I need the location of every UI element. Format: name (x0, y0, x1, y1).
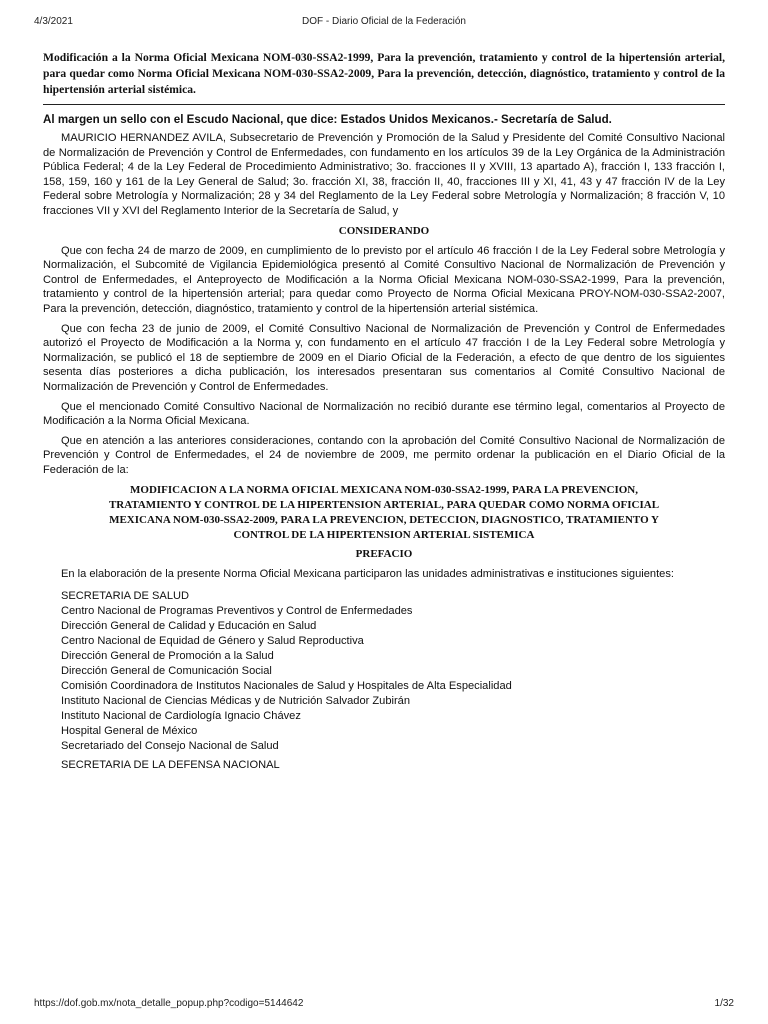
organization-item: Centro Nacional de Programas Preventivos y Control de Enfermedades (61, 605, 413, 618)
considerando-paragraph: Que con fecha 24 de marzo de 2009, en cumplimiento de lo previsto por el artículo 46 fracción I de la Ley Federal sobre Metrología y Normalización, el Subcomité de Vigilancia Epidemiológica presentó al Comité Consultivo Nacional de Normalización de Prevención y Control de Enfermedades, el Anteproyecto de Modificación a la Norma Oficial Mexicana NOM-030-SSA2-1999, Para la prevención, tratamiento y control de la hipertensión arterial; para quedar como Proyecto de Norma Oficial Mexicana PROY-NOM-030-SSA2-2007, Para la prevención, detección, diagnóstico, tratamiento y control de la hipertensión arterial sistémica. (43, 244, 725, 315)
organization-item: Dirección General de Comunicación Social (61, 665, 272, 678)
source-url: https://dof.gob.mx/nota_detalle_popup.php?codigo=5144642 (34, 998, 304, 1009)
decree-title: MODIFICACION A LA NORMA OFICIAL MEXICANA NOM-030-SSA2-1999, PARA LA PREVENCION, TRATAMIENTO Y CONTROL DE LA HIPERTENSION ARTERIAL, PARA QUEDAR COMO NORMA OFICIAL MEXICANA NOM-030-SSA2-2009, PARA LA PREVENCION, DETECCION, DIAGNOSTICO, TRATAMIENTO Y CONTROL DE LA HIPERTENSION ARTERIAL SISTEMICA (108, 484, 660, 542)
document-body (43, 50, 725, 773)
print-header (34, 16, 734, 30)
organization-item: Dirección General de Calidad y Educación en Salud (61, 620, 317, 633)
organization-item: Dirección General de Promoción a la Salud (61, 650, 274, 663)
prefacio-heading: PREFACIO (355, 548, 413, 561)
considerando-paragraph: Que el mencionado Comité Consultivo Nacional de Normalización no recibió durante ese término legal, comentarios al Proyecto de Modificación a la Norma Oficial Mexicana. (43, 400, 725, 428)
participating-organizations (43, 589, 725, 754)
page-number: 1/32 (714, 998, 734, 1009)
organization-item: SECRETARIA DE SALUD (61, 590, 190, 603)
organization-item: Centro Nacional de Equidad de Género y Salud Reproductiva (61, 635, 364, 648)
considerando-heading: CONSIDERANDO (338, 224, 430, 237)
organization-item: Comisión Coordinadora de Institutos Nacionales de Salud y Hospitales de Alta Especialidad (61, 680, 512, 693)
organization-group-heading: SECRETARIA DE LA DEFENSA NACIONAL (61, 759, 280, 772)
organization-item: Instituto Nacional de Ciencias Médicas y de Nutrición Salvador Zubirán (61, 695, 411, 708)
considerando-paragraph: Que en atención a las anteriores consideraciones, contando con la aprobación del Comité Consultivo Nacional de Normalización de Prevención y Control de Enfermedades, el 24 de noviembre de 2009, me permito ordenar la publicación en el Diario Oficial de la Federación de la: (43, 434, 725, 476)
considerando-paragraph: Que con fecha 23 de junio de 2009, el Comité Consultivo Nacional de Normalización de Prevención y Control de Enfermedades autorizó el Proyecto de Modificación a la Norma y, con fundamento en el artículo 47 fracción I de la Ley Federal sobre Metrología y Normalización, se publicó el 18 de septiembre de 2009 en el Diario Oficial de la Federación, a efecto de que dentro de los siguientes sesenta días posteriores a dicha publicación, los interesados presentaran sus comentarios al Comité Consultivo Nacional de Normalización de Prevención y Control de Enfermedades. (43, 322, 725, 393)
organization-item: Instituto Nacional de Cardiología Ignacio Chávez (61, 710, 301, 723)
organization-item: Hospital General de México (61, 725, 198, 738)
print-date: 4/3/2021 (34, 16, 73, 27)
print-page-title: DOF - Diario Oficial de la Federación (302, 16, 466, 27)
prefacio-intro: En la elaboración de la presente Norma Oficial Mexicana participaron las unidades administrativas e instituciones siguientes: (61, 568, 674, 581)
print-footer (34, 998, 734, 1012)
intro-paragraph: MAURICIO HERNANDEZ AVILA, Subsecretario de Prevención y Promoción de la Salud y Presidente del Comité Consultivo Nacional de Normalización de Prevención y Control de Enfermedades, con fundamento en los artículos 39 de la Ley Orgánica de la Administración Pública Federal; 4 de la Ley Federal de Procedimiento Administrativo; 3o. fracciones II y XVIII, 13 apartado A), fracción I, 133 fracción I, 158, 159, 160 y 161 de la Ley General de Salud; 3o. fracción XI, 38, fracción II, 40, fracciones III y XI, 41, 43 y 47 fracción IV de la Ley Federal sobre Metrología y Normalización; 28 y 34 del Reglamento de la Ley Federal sobre Metrología y Normalización; 8 fracción V, 10 fracciones VII y XVI del Reglamento Interior de la Secretaría de Salud, y (43, 132, 725, 217)
title-divider (43, 104, 725, 105)
organization-item: Secretariado del Consejo Nacional de Salud (61, 740, 279, 753)
document-title: Modificación a la Norma Oficial Mexicana NOM-030-SSA2-1999, Para la prevención, tratamiento y control de la hipertensión arterial, para quedar como Norma Oficial Mexicana NOM-030-SSA2-2009, Para la prevención, detección, diagnóstico, tratamiento y control de la hipertensión arterial sistémica. (43, 51, 725, 96)
seal-note: Al margen un sello con el Escudo Nacional, que dice: Estados Unidos Mexicanos.- Secretaría de Salud. (43, 113, 612, 126)
